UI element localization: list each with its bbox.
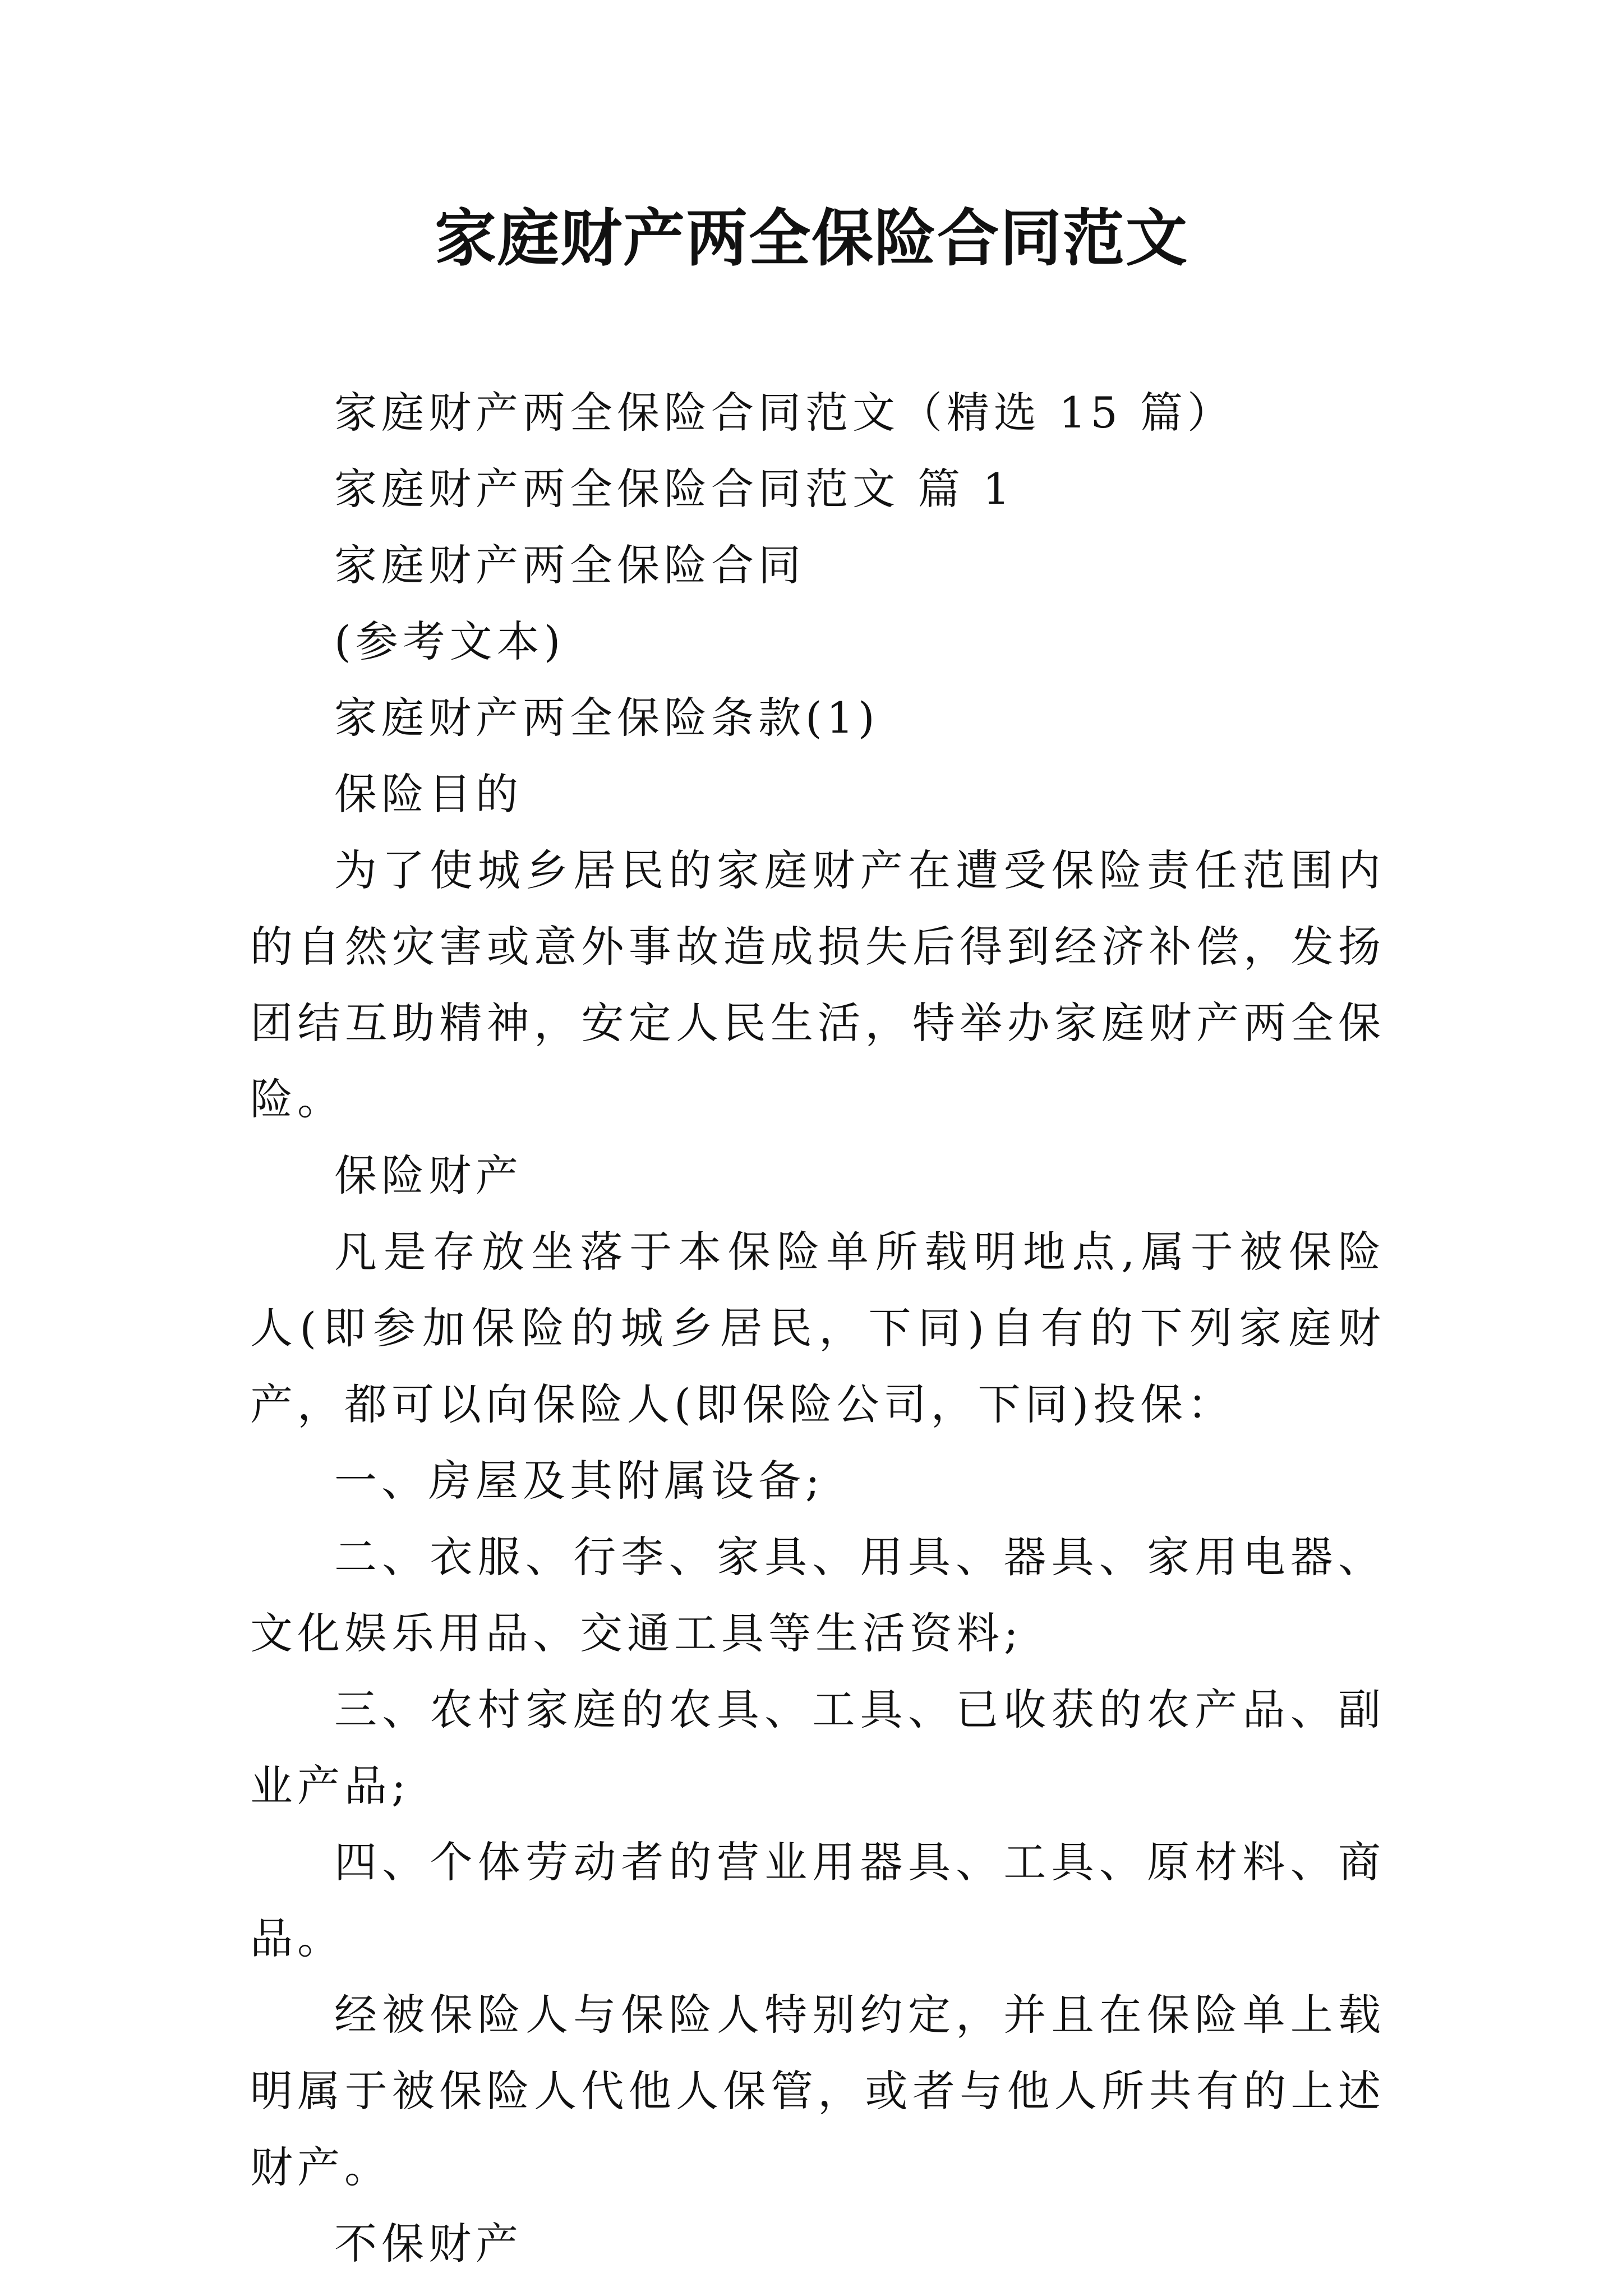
- list-item-3: 三、农村家庭的农具、工具、已收获的农产品、副业产品;: [250, 1685, 1385, 1811]
- document-title: 家庭财产两全保险合同范文: [435, 202, 1188, 274]
- paragraph-special-agreement: 经被保险人与保险人特别约定，并且在保险单上载明属于被保险人代他人保管，或者与他人所共有的上述财产。: [250, 1990, 1385, 2192]
- paragraph-reference-text: (参考文本): [334, 616, 565, 666]
- paragraph-insured-property-text: 凡是存放坐落于本保险单所载明地点,属于被保险人(即参加保险的城乡居民，下同)自有的下列家庭财产，都可以向保险人(即保险公司，下同)投保：: [250, 1227, 1385, 1429]
- list-item-2: 二、衣服、行李、家具、用具、器具、家用电器、文化娱乐用品、交通工具等生活资料;: [250, 1532, 1385, 1658]
- heading-insured-property: 保险财产: [334, 1151, 523, 1200]
- paragraph-subtitle: 家庭财产两全保险合同范文（精选 15 篇）: [334, 388, 1235, 438]
- list-item-1: 一、房屋及其附属设备;: [334, 1456, 824, 1506]
- heading-insurance-purpose: 保险目的: [334, 769, 523, 819]
- paragraph-clause-title: 家庭财产两全保险条款(1): [334, 693, 879, 743]
- list-item-4: 四、个体劳动者的营业用器具、工具、原材料、商品。: [250, 1837, 1385, 1963]
- paragraph-section-heading: 家庭财产两全保险合同范文 篇 1: [334, 464, 1015, 514]
- document-body: [250, 375, 1385, 2282]
- heading-uninsured-property: 不保财产: [334, 2219, 523, 2269]
- paragraph-purpose-text: 为了使城乡居民的家庭财产在遭受保险责任范围内的自然灾害或意外事故造成损失后得到经济补偿，发扬团结互助精神，安定人民生活，特举办家庭财产两全保险。: [250, 845, 1385, 1124]
- paragraph-contract-name: 家庭财产两全保险合同: [334, 540, 805, 590]
